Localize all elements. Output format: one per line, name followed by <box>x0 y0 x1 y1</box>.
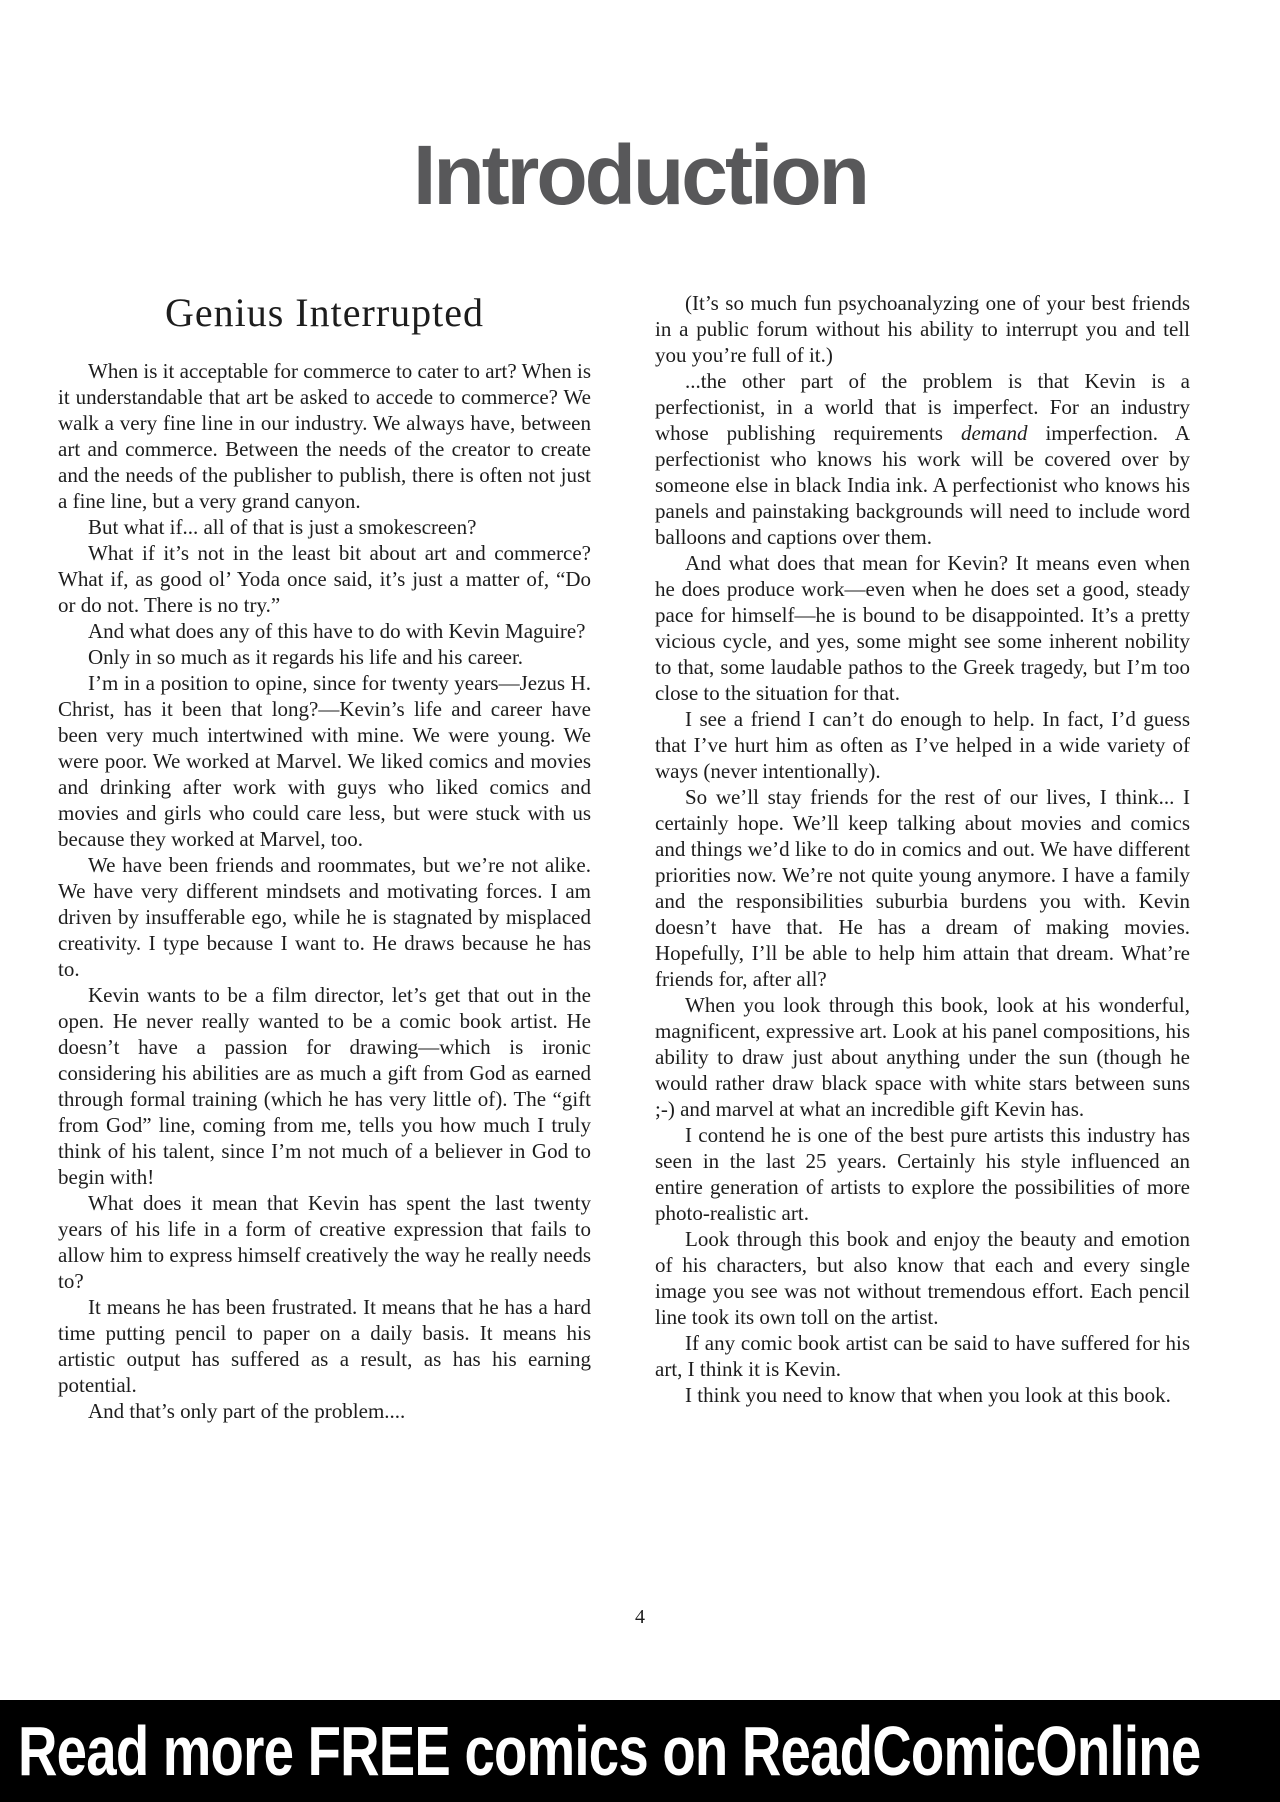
paragraph: So we’ll stay friends for the rest of our lives, I think... I certainly hope. We’ll keep talking about movies and comics and things we’d like to do in comics and out. We have different priorities now. We’re not quite young anymore. I have a family and the responsibilities suburbia burdens you with. Kevin doesn’t have that. He has a dream of making movies. Hopefully, I’ll be able to help him attain that dream. What’re friends for, after all? <box>655 785 1190 991</box>
paragraph: I contend he is one of the best pure artists this industry has seen in the last 25 years. Certainly his style influenced an entire generation of artists to explore the possibilities of more photo-realistic art. <box>655 1123 1190 1225</box>
paragraph: What if it’s not in the least bit about art and commerce? What if, as good ol’ Yoda once said, it’s just a matter of, “Do or do not. There is no try.” <box>58 541 591 617</box>
paragraph: We have been friends and roommates, but we’re not alike. We have very different mindsets and motivating forces. I am driven by insufferable ego, while he is stagnated by misplaced creativity. I type because I want to. He draws because he has to. <box>58 853 591 981</box>
paragraph: I see a friend I can’t do enough to help. In fact, I’d guess that I’ve hurt him as often as I’ve helped in a wide variety of ways (never intentionally). <box>655 707 1190 783</box>
right-column <box>655 290 1190 1408</box>
paragraph: (It’s so much fun psychoanalyzing one of your best friends in a public forum without his ability to interrupt you and tell you you’re full of it.) <box>655 291 1190 367</box>
paragraph: But what if... all of that is just a smokescreen? <box>88 515 477 539</box>
paragraph: And what does that mean for Kevin? It means even when he does produce work—even when he does set a good, steady pace for himself—he is bound to be disappointed. It’s a pretty vicious cycle, and yes, some might see some inherent nobility to that, some laudable pathos to the Greek tragedy, but I’m too close to the situation for that. <box>655 551 1190 705</box>
paragraph: Look through this book and enjoy the beauty and emotion of his characters, but also know that each and every single image you see was not without tremendous effort. Each pencil line took its own toll on the artist. <box>655 1227 1190 1329</box>
page-number: 4 <box>635 1606 645 1628</box>
left-column <box>58 290 591 1424</box>
promo-banner <box>0 1700 1280 1802</box>
paragraph: It means he has been frustrated. It means that he has a hard time putting pencil to paper on a daily basis. It means his artistic output has suffered as a result, as has his earning potential. <box>58 1295 591 1397</box>
page-title: Introduction <box>413 128 867 222</box>
paragraph: What does it mean that Kevin has spent the last twenty years of his life in a form of creative expression that fails to allow him to express himself creatively the way he really needs to? <box>58 1191 591 1293</box>
italic-word: demand <box>960 421 1028 445</box>
paragraph: I’m in a position to opine, since for twenty years—Jezus H. Christ, has it been that long?—Kevin’s life and career have been very much intertwined with mine. We were young. We were poor. We worked at Marvel. We liked comics and movies and drinking after work with guys who liked comics and movies and girls who could care less, but were stuck with us because they worked at Marvel, too. <box>58 671 591 851</box>
paragraph-text: imperfection. A perfectionist who knows his work will be covered over by someone else in black India ink. A perfectionist who knows his panels and painstaking backgrounds will need to include word balloons and captions over them. <box>655 421 1190 549</box>
paragraph: When is it acceptable for commerce to cater to art? When is it understandable that art be asked to accede to commerce? We walk a very fine line in our industry. We always have, between art and commerce. Between the needs of the creator to create and the needs of the publisher to publish, there is often not just a fine line, but a very grand canyon. <box>58 359 591 513</box>
promo-banner-text: Read more FREE comics on ReadComicOnline <box>18 1712 1201 1790</box>
paragraph: I think you need to know that when you look at this book. <box>685 1383 1171 1407</box>
paragraph: And what does any of this have to do with Kevin Maguire? <box>88 619 586 643</box>
paragraph: When you look through this book, look at his wonderful, magnificent, expressive art. Look at his panel compositions, his ability to draw just about anything under the sun (though he would rather draw black space with white stars between suns ;-) and marvel at what an incredible gift Kevin has. <box>655 993 1190 1121</box>
section-heading: Genius Interrupted <box>164 290 484 335</box>
paragraph: Kevin wants to be a film director, let’s get that out in the open. He never really wanted to be a comic book artist. He doesn’t have a passion for drawing—which is ironic considering his abilities are as much a gift from God as earned through formal training (which he has very little of). The “gift from God” line, coming from me, tells you how much I truly think of his talent, since I’m not much of a believer in God to begin with! <box>58 983 591 1189</box>
paragraph: Only in so much as it regards his life and his career. <box>88 645 524 669</box>
paragraph <box>655 368 1190 550</box>
paragraph: If any comic book artist can be said to have suffered for his art, I think it is Kevin. <box>655 1331 1190 1381</box>
paragraph: And that’s only part of the problem.... <box>88 1399 406 1423</box>
text-columns <box>58 290 1190 1424</box>
paragraph-text: ...the other part of the problem is that Kevin is a perfectionist, in a world that is imperfect. For an industry whose publishing requirements <box>655 369 1190 445</box>
